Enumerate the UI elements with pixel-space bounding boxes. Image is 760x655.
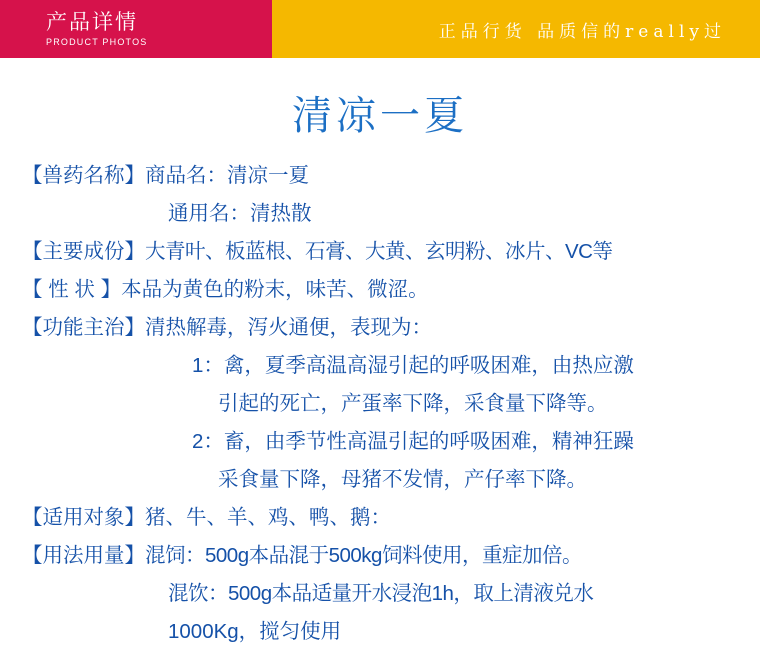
info-row-target-animals <box>22 499 744 537</box>
info-row-dosage-drink-cont <box>22 613 744 651</box>
indication-number: 1： <box>192 354 224 377</box>
product-info-list <box>0 157 760 651</box>
page-title: 清凉一夏 <box>292 94 468 138</box>
indication-item-2-cont <box>22 461 744 499</box>
header-slogan-block <box>272 0 760 58</box>
info-value: 本品为黄色的粉末，味苦、微涩。 <box>121 278 429 301</box>
indication-item-1 <box>22 347 744 385</box>
indication-text: 禽，夏季高温高湿引起的呼吸困难，由热应激 <box>223 354 634 377</box>
info-row-dosage <box>22 537 744 575</box>
info-value: 1000Kg，搅匀使用 <box>168 620 342 643</box>
info-row-indications <box>22 309 744 347</box>
info-value: 商品名：清凉一夏 <box>145 164 309 187</box>
header-slogan: 正品行货 品质信的really过 <box>438 21 726 42</box>
info-label: 【主要成份】 <box>22 240 145 263</box>
indication-text: 采食量下降，母猪不发情，产仔率下降。 <box>218 468 587 491</box>
info-row-ingredients <box>22 233 744 271</box>
info-row-drug-name <box>22 157 744 195</box>
indication-text: 引起的死亡，产蛋率下降，采食量下降等。 <box>218 392 608 415</box>
info-row-generic-name <box>22 195 744 233</box>
info-value: 清热解毒，泻火通便，表现为： <box>145 316 432 339</box>
info-label: 【兽药名称】 <box>22 164 145 187</box>
indication-number: 2： <box>192 430 224 453</box>
info-value: 大青叶、板蓝根、石膏、大黄、玄明粉、冰片、VC等 <box>145 240 613 263</box>
info-label: 【功能主治】 <box>22 316 145 339</box>
info-label: 【 性 状 】 <box>22 278 122 301</box>
header-title-block <box>0 0 272 58</box>
header-title-cn: 产品详情 <box>46 10 138 34</box>
info-value: 猪、牛、羊、鸡、鸭、鹅： <box>145 506 391 529</box>
indication-item-1-cont <box>22 385 744 423</box>
info-label: 【用法用量】 <box>22 544 145 567</box>
page-header <box>0 0 760 58</box>
indication-item-2 <box>22 423 744 461</box>
info-row-dosage-drink <box>22 575 744 613</box>
info-row-properties <box>22 271 744 309</box>
info-value: 混饮：500g本品适量开水浸泡1h，取上清液兑水 <box>168 582 594 605</box>
header-title-en: PRODUCT PHOTOS <box>46 37 148 48</box>
info-value: 通用名：清热散 <box>168 202 312 225</box>
info-label: 【适用对象】 <box>22 506 145 529</box>
info-value: 混饲：500g本品混于500kg饲料使用，重症加倍。 <box>145 544 582 567</box>
indication-text: 畜，由季节性高温引起的呼吸困难，精神狂躁 <box>223 430 634 453</box>
